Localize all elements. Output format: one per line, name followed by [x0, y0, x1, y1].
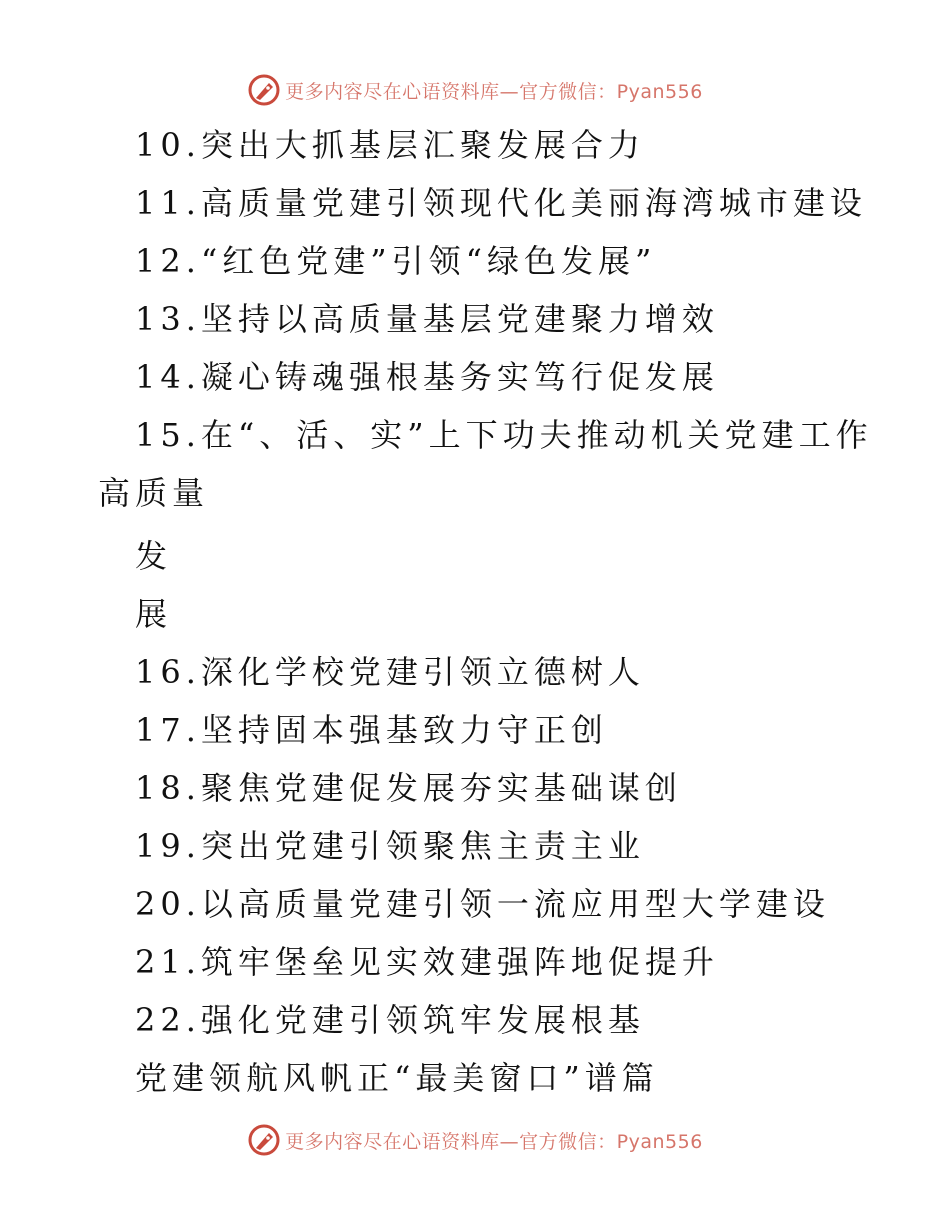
list-item: 10.突出大抓基层汇聚发展合力: [135, 126, 645, 164]
header-watermark-text: 更多内容尽在心语资料库—官方微信：Pyan556: [285, 80, 703, 103]
list-item: 22.强化党建引领筑牢发展根基: [135, 1001, 645, 1039]
list-item-fragment: 发: [135, 537, 173, 575]
list-item: 17.坚持固本强基致力守正创: [135, 711, 608, 749]
list-item: 20.以高质量党建引领一流应用型大学建设: [135, 885, 830, 923]
list-item: 19.突出党建引领聚焦主责主业: [135, 827, 645, 865]
list-item: 16.深化学校党建引领立德树人: [135, 653, 645, 691]
list-item: 18.聚焦党建促发展夯实基础谋创: [135, 769, 682, 807]
list-item-continuation: 高质量: [98, 474, 210, 512]
list-item-fragment: 展: [135, 595, 173, 633]
footer-watermark-text: 更多内容尽在心语资料库—官方微信：Pyan556: [285, 1130, 703, 1153]
list-item: 党建领航风帆正“最美窗口”谱篇: [135, 1059, 659, 1097]
list-item: 12.“红色党建”引领“绿色发展”: [135, 242, 657, 280]
list-item: 13.坚持以高质量基层党建聚力增效: [135, 300, 719, 338]
list-item: 15.在“、活、实”上下功夫推动机关党建工作: [135, 416, 873, 454]
list-item: 14.凝心铸魂强根基务实笃行促发展: [135, 358, 719, 396]
list-item: 11.高质量党建引领现代化美丽海湾城市建设: [135, 184, 867, 222]
footer-watermark-banner: [0, 1120, 950, 1160]
pen-nib-circle-icon: [247, 1123, 281, 1157]
list-item: 21.筑牢堡垒见实效建强阵地促提升: [135, 943, 719, 981]
